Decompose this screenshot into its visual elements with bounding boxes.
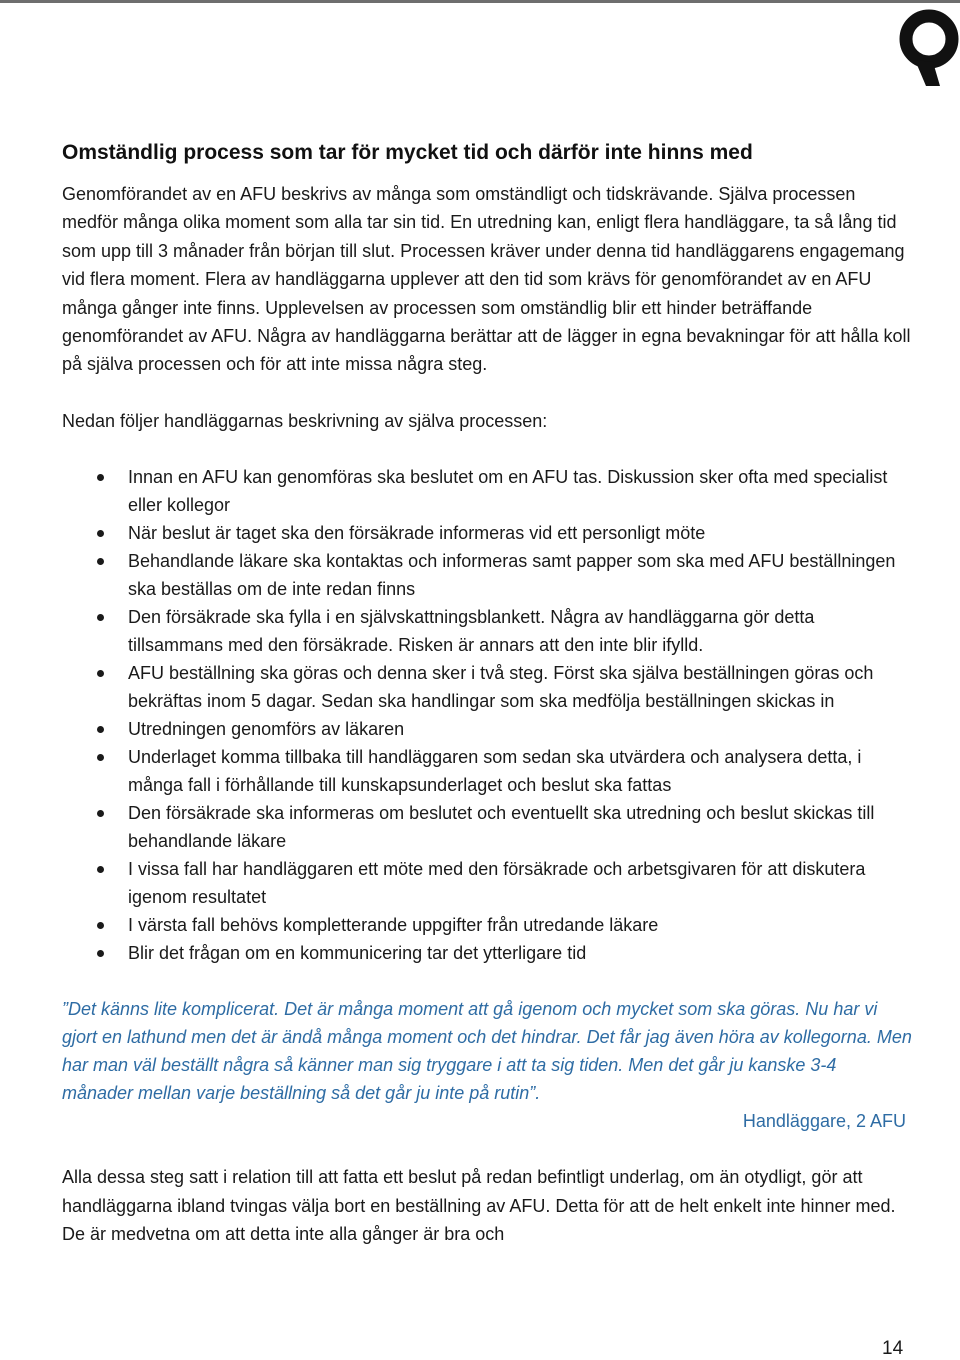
quote-attribution: Handläggare, 2 AFU	[742, 1111, 906, 1132]
list-item	[62, 743, 912, 799]
bullet-icon	[97, 670, 104, 677]
list-item	[62, 799, 912, 855]
list-item	[62, 659, 912, 715]
list-item-text: Den försäkrade ska informeras om beslutet och eventuellt ska utredning och beslut skickas till behandlande läkare	[128, 803, 875, 852]
list-item-text: AFU beställning ska göras och denna sker i två steg. Först ska själva beställningen göras och bekräftas inom 5 dagar. Sedan ska handlingar som ska medfölja beställningen skickas in	[128, 663, 874, 712]
bullet-icon	[97, 754, 104, 761]
bullet-icon	[97, 810, 104, 817]
list-item	[62, 911, 912, 939]
bullet-icon	[97, 866, 104, 873]
list-item-text: Underlaget komma tillbaka till handläggaren som sedan ska utvärdera och analysera detta, i många fall i förhållande till kunskapsunderlaget och beslut ska fattas	[128, 747, 862, 796]
intro-paragraph: Genomförandet av en AFU beskrivs av många som omständligt och tidskrävande. Själva processen medför många olika moment som alla tar sin tid. En utredning kan, enligt flera handläggare, ta så lång tid som upp till 3 månader från början till slut. Processen kräver under denna tid handläggarens engagemang vid flera moment. Flera av handläggarna upplever att den tid som krävs för genomförandet av en AFU många gånger inte finns. Upplevelsen av processen som omständlig blir ett hinder beträffande genomförandet av AFU. Några av handläggarna berättar att de lägger in egna bevakningar för att hålla koll på själva processen och för att inte missa några steg.	[62, 184, 911, 375]
document-body	[62, 138, 912, 1248]
bullet-icon	[97, 950, 104, 957]
closing-paragraph: Alla dessa steg satt i relation till att fatta ett beslut på redan befintligt underlag, om än otydligt, gör att handläggarna ibland tvingas välja bort en beställning av AFU. Detta för att de helt enkelt inte hinner med. De är medvetna om att detta inte alla gånger är bra och	[62, 1167, 896, 1245]
process-step-list	[62, 463, 912, 967]
list-item-text: Den försäkrade ska fylla i en självskattningsblankett. Några av handläggarna gör detta tillsammans med den försäkrade. Risken är annars att den inte blir ifylld.	[128, 607, 815, 656]
list-item-text: Utredningen genomförs av läkaren	[128, 719, 405, 740]
bullet-icon	[97, 614, 104, 621]
interview-quote: ”Det känns lite komplicerat. Det är många moment att gå igenom och mycket som ska göras. Nu har vi gjort en lathund men det är ändå många moment och det hindrar. Det får jag även höra av kollegorna. Men har man väl beställt några så känner man sig tryggare i att ta sig tiden. Men det går ju kanske 3-4 månader mellan varje beställning så det går ju inte på rutin”.	[62, 999, 912, 1104]
bullet-icon	[97, 922, 104, 929]
list-item-text: När beslut är taget ska den försäkrade informeras vid ett personligt möte	[128, 523, 706, 544]
list-item	[62, 603, 912, 659]
section-heading: Omständlig process som tar för mycket tid och därför inte hinns med	[62, 141, 753, 164]
list-item	[62, 547, 912, 603]
logo-mark-icon	[893, 8, 960, 86]
page-number: 14	[882, 1338, 904, 1359]
list-item	[62, 519, 912, 547]
list-item	[62, 855, 912, 911]
list-item-text: Blir det frågan om en kommunicering tar det ytterligare tid	[128, 943, 587, 964]
list-item	[62, 463, 912, 519]
bullet-icon	[97, 726, 104, 733]
list-item-text: Behandlande läkare ska kontaktas och informeras samt papper som ska med AFU beställningen ska beställas om de inte redan finns	[128, 551, 896, 600]
list-item-text: I värsta fall behövs kompletterande uppgifter från utredande läkare	[128, 915, 659, 936]
bullet-icon	[97, 474, 104, 481]
list-item	[62, 715, 912, 743]
list-item-text: Innan en AFU kan genomföras ska beslutet om en AFU tas. Diskussion sker ofta med specialist eller kollegor	[128, 467, 888, 516]
list-intro: Nedan följer handläggarnas beskrivning av själva processen:	[62, 410, 548, 431]
bullet-icon	[97, 558, 104, 565]
bullet-icon	[97, 530, 104, 537]
header-rule	[0, 0, 960, 3]
list-item	[62, 939, 912, 967]
list-item-text: I vissa fall har handläggaren ett möte med den försäkrade och arbetsgivaren för att diskutera igenom resultatet	[128, 859, 866, 908]
